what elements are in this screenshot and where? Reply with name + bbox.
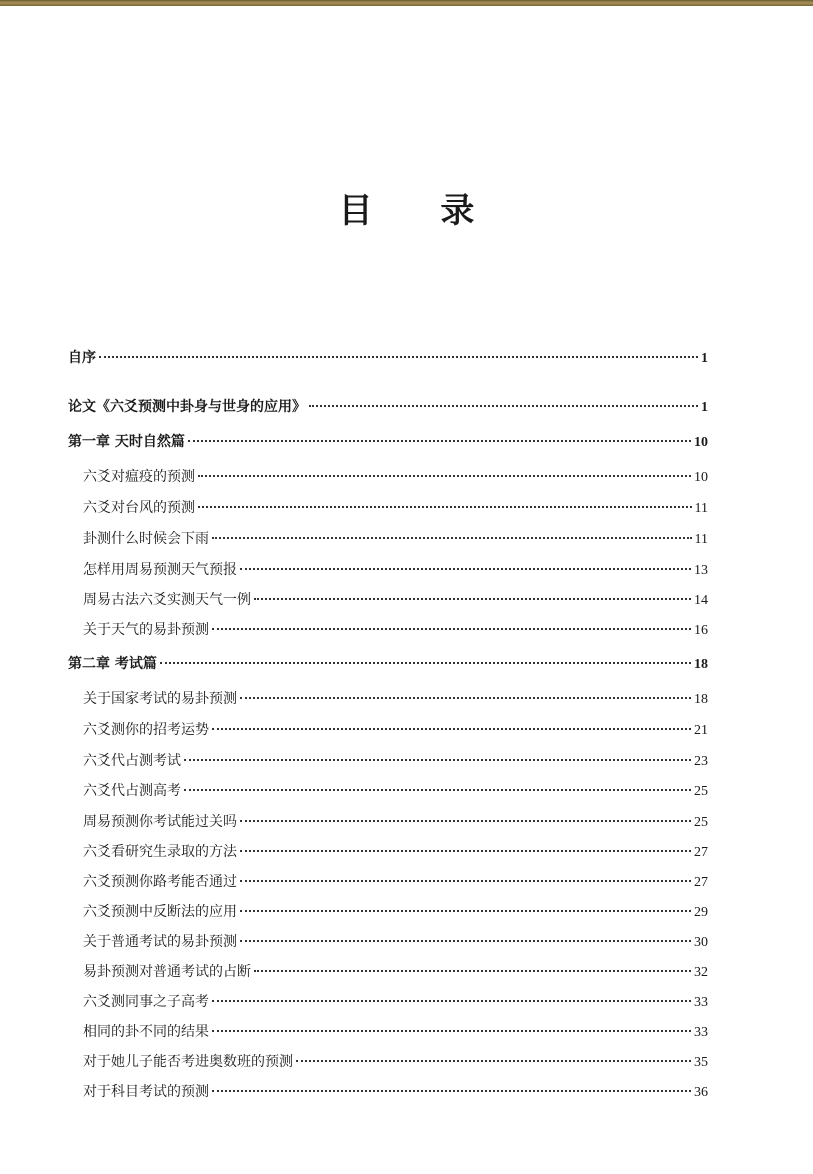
dot-leader xyxy=(240,697,691,699)
toc-entry-label: 六爻看研究生录取的方法 xyxy=(83,844,237,860)
page-top-border xyxy=(0,0,813,6)
toc-entry[interactable] xyxy=(83,962,708,982)
toc-entry[interactable] xyxy=(83,498,708,518)
toc-entry-page: 23 xyxy=(694,754,708,769)
dot-leader xyxy=(296,1060,691,1062)
toc-entry[interactable] xyxy=(83,902,708,922)
toc-entry-page: 36 xyxy=(694,1085,708,1100)
toc-entry[interactable] xyxy=(83,812,708,832)
toc-entry-label: 对于科目考试的预测 xyxy=(83,1084,209,1100)
toc-entry[interactable] xyxy=(83,842,708,862)
dot-leader xyxy=(212,728,691,730)
toc-entry-page: 14 xyxy=(694,593,708,608)
toc-entry-label: 六爻测你的招考运势 xyxy=(83,722,209,738)
dot-leader xyxy=(212,1090,691,1092)
toc-entry-page: 25 xyxy=(694,784,708,799)
toc-entry[interactable] xyxy=(83,932,708,952)
toc-entry-label: 论文《六爻预测中卦身与世身的应用》 xyxy=(68,399,306,415)
toc-entry-page: 33 xyxy=(694,1025,708,1040)
toc-entry-page: 25 xyxy=(694,815,708,830)
toc-entry-label: 关于普通考试的易卦预测 xyxy=(83,934,237,950)
dot-leader xyxy=(198,475,691,477)
toc-entry-label: 第一章 天时自然篇 xyxy=(68,434,185,450)
dot-leader xyxy=(240,910,691,912)
toc-entry-page: 13 xyxy=(694,563,708,578)
dot-leader xyxy=(254,598,691,600)
toc-entry-page: 29 xyxy=(694,905,708,920)
dot-leader xyxy=(212,1030,691,1032)
dot-leader xyxy=(212,537,692,539)
toc-chapter-1[interactable] xyxy=(68,432,708,452)
toc-entry[interactable] xyxy=(83,467,708,487)
toc-entry-label: 六爻预测你路考能否通过 xyxy=(83,874,237,890)
toc-entry-page: 32 xyxy=(694,965,708,980)
toc-entry-label: 六爻对瘟疫的预测 xyxy=(83,469,195,485)
toc-entry[interactable] xyxy=(83,1022,708,1042)
dot-leader xyxy=(240,568,691,570)
toc-entry-label: 怎样用周易预测天气预报 xyxy=(83,562,237,578)
toc-entry-label: 对于她儿子能否考进奥数班的预测 xyxy=(83,1054,293,1070)
toc-entry-page: 10 xyxy=(694,435,708,450)
toc-entry-preface[interactable] xyxy=(68,348,708,368)
toc-entry-label: 六爻对台风的预测 xyxy=(83,500,195,516)
toc-entry[interactable] xyxy=(83,1082,708,1102)
dot-leader xyxy=(184,759,691,761)
toc-entry-label: 自序 xyxy=(68,350,96,366)
toc-entry-page: 1 xyxy=(701,351,708,366)
toc-entry[interactable] xyxy=(83,992,708,1012)
toc-entry-page: 18 xyxy=(694,657,708,672)
toc-entry[interactable] xyxy=(83,720,708,740)
toc-entry-label: 关于国家考试的易卦预测 xyxy=(83,691,237,707)
toc-entry-label: 六爻代占测考试 xyxy=(83,753,181,769)
toc-entry[interactable] xyxy=(83,590,708,610)
toc-entry-label: 关于天气的易卦预测 xyxy=(83,622,209,638)
dot-leader xyxy=(188,440,691,442)
toc-entry[interactable] xyxy=(83,781,708,801)
toc-entry-page: 21 xyxy=(694,723,708,738)
dot-leader xyxy=(240,850,691,852)
dot-leader xyxy=(212,628,691,630)
toc-entry[interactable] xyxy=(83,872,708,892)
toc-entry-page: 35 xyxy=(694,1055,708,1070)
toc-entry-page: 27 xyxy=(694,875,708,890)
dot-leader xyxy=(198,506,692,508)
dot-leader xyxy=(240,940,691,942)
toc-entry-label: 易卦预测对普通考试的占断 xyxy=(83,964,251,980)
toc-entry-label: 六爻预测中反断法的应用 xyxy=(83,904,237,920)
toc-entry[interactable] xyxy=(83,529,708,549)
toc-entry-label: 卦测什么时候会下雨 xyxy=(83,531,209,547)
toc-entry[interactable] xyxy=(83,620,708,640)
toc-entry[interactable] xyxy=(83,751,708,771)
dot-leader xyxy=(309,405,698,407)
toc-entry-page: 1 xyxy=(701,400,708,415)
dot-leader xyxy=(212,1000,691,1002)
toc-entry-page: 27 xyxy=(694,845,708,860)
toc-entry-label: 相同的卦不同的结果 xyxy=(83,1024,209,1040)
toc-chapter-2[interactable] xyxy=(68,654,708,674)
dot-leader xyxy=(254,970,691,972)
toc-entry-label: 六爻代占测高考 xyxy=(83,783,181,799)
toc-entry-page: 18 xyxy=(694,692,708,707)
toc-entry[interactable] xyxy=(83,689,708,709)
toc-entry-label: 六爻测同事之子高考 xyxy=(83,994,209,1010)
toc-entry-essay[interactable] xyxy=(68,397,708,417)
toc-entry-label: 周易古法六爻实测天气一例 xyxy=(83,592,251,608)
dot-leader xyxy=(240,880,691,882)
toc-entry[interactable] xyxy=(83,560,708,580)
toc-entry-page: 10 xyxy=(694,470,708,485)
toc-entry-page: 33 xyxy=(694,995,708,1010)
toc-entry-page: 16 xyxy=(694,623,708,638)
dot-leader xyxy=(184,789,691,791)
toc-entry-page: 11 xyxy=(694,501,708,516)
dot-leader xyxy=(240,820,691,822)
toc-entry[interactable] xyxy=(83,1052,708,1072)
toc-entry-label: 周易预测你考试能过关吗 xyxy=(83,814,237,830)
toc-entry-page: 11 xyxy=(694,532,708,547)
toc-entry-page: 30 xyxy=(694,935,708,950)
dot-leader xyxy=(160,662,691,664)
dot-leader xyxy=(99,356,698,358)
page-title: 目 录 xyxy=(338,191,503,231)
toc-entry-label: 第二章 考试篇 xyxy=(68,656,157,672)
